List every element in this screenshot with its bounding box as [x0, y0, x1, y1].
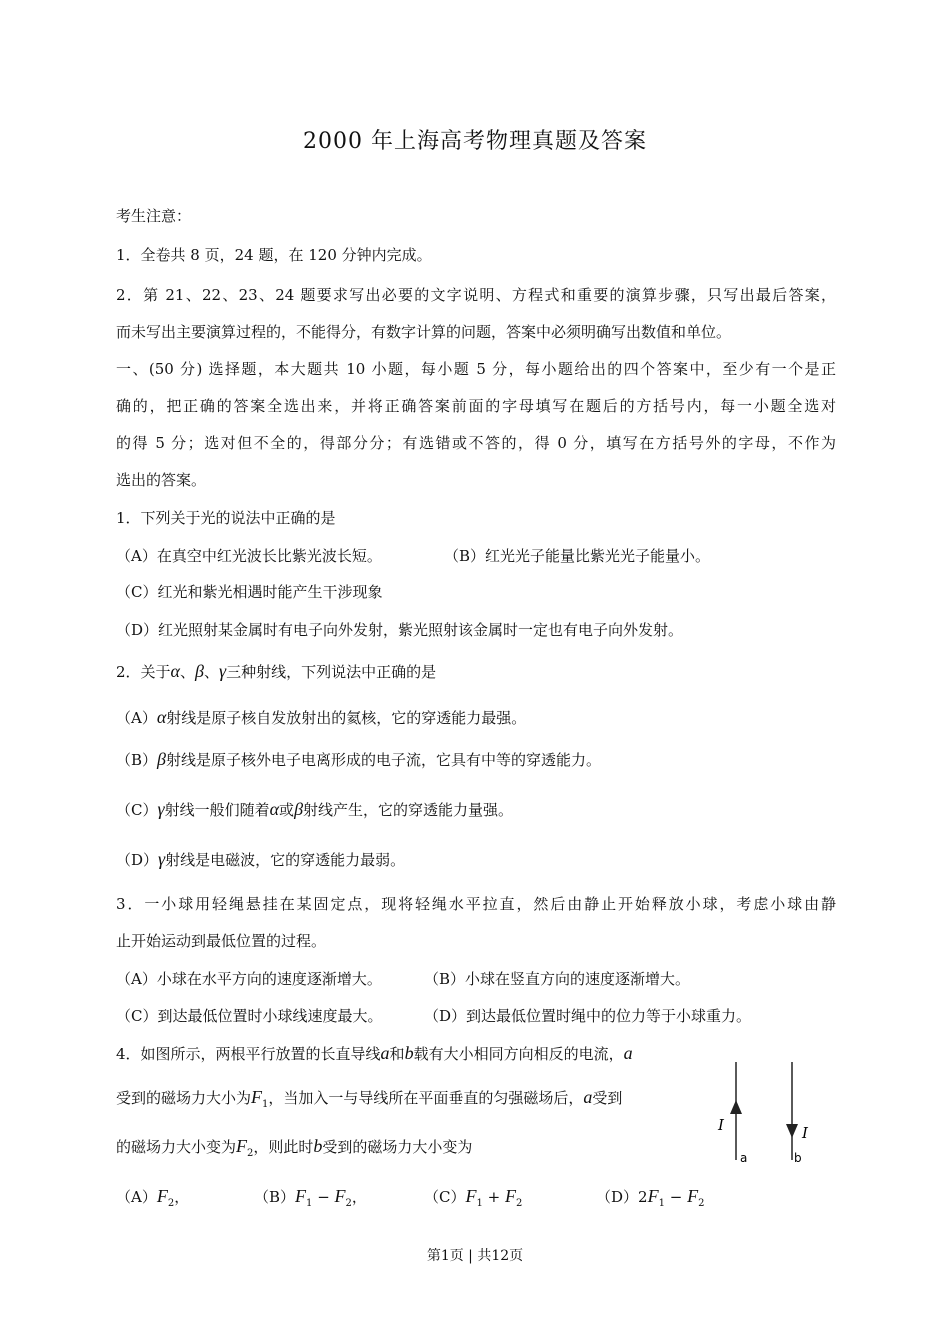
q2-stem: 2．关于α、β、γ三种射线，下列说法中正确的是	[116, 661, 437, 681]
q4-stem-line-3: 的磁场力大小变为$F_2$，则此时b受到的磁场力大小变为	[116, 1136, 473, 1159]
wire-a-label: a	[740, 1151, 748, 1165]
q1-stem: 1．下列关于光的说法中正确的是	[116, 509, 336, 527]
q4-option-d: $(D)2F_1 - F_2$	[596, 1186, 705, 1209]
wire-b-current-label: I	[802, 1124, 808, 1142]
q2-option-c: （C）γ射线一般们随着α或β射线产生，它的穿透能力量强。	[116, 799, 514, 819]
q3-stem-line-1: 3．一小球用轻绳悬挂在某固定点，现将轻绳水平拉直，然后由静止开始释放小球，考虑小球由静	[116, 895, 836, 913]
q4-option-c: $(C)F_1 + F_2$	[424, 1186, 523, 1209]
wire-a-up-arrow-icon	[730, 1100, 742, 1114]
q1-option-b: （B）红光光子能量比紫光光子能量小。	[444, 547, 711, 565]
q4-option-a: $(A)F_2$，	[116, 1186, 190, 1209]
q1-option-a: （A）在真空中红光波长比紫光波长短。	[116, 547, 382, 565]
q4-stem-line-2: 受到的磁场力大小为$F_1$，当加入一与导线所在平面垂直的匀强磁场后，a受到	[116, 1087, 623, 1110]
q1-option-d: （D）红光照射某金属时有电子向外发射，紫光照射该金属时一定也有电子向外发射。	[116, 621, 684, 639]
section-1-line-4: 选出的答案。	[116, 471, 207, 489]
q4-option-b: $(B)F_1 - F_2$，	[254, 1186, 367, 1209]
wire-b-down-arrow-icon	[786, 1124, 798, 1138]
q3-stem-line-2: 止开始运动到最低位置的过程。	[116, 932, 327, 950]
notice-item-2-line-1: 2．第 21、22、23、24 题要求写出必要的文字说明、方程式和重要的演算步骤，只写出最后答案，	[116, 286, 836, 304]
q3-option-b: （B）小球在竖直方向的速度逐渐增大。	[424, 970, 691, 988]
parallel-wires-figure	[712, 1058, 822, 1170]
notice-heading: 考生注意：	[116, 207, 192, 225]
q2-option-d: （D）γ射线是电磁波，它的穿透能力最弱。	[116, 849, 406, 869]
notice-item-1: 1．全卷共 8 页，24 题，在 120 分钟内完成。	[116, 246, 432, 264]
q3-option-d: （D）到达最低位置时绳中的位力等于小球重力。	[424, 1007, 752, 1025]
q1-option-c: （C）红光和紫光相遇时能产生干涉现象	[116, 583, 383, 601]
section-1-line-3: 的得 5 分；选对但不全的，得部分分；有选错或不答的，得 0 分，填写在方括号外的字母，不作为	[116, 434, 836, 452]
q2-option-b: （B）β射线是原子核外电子电离形成的电子流，它具有中等的穿透能力。	[116, 749, 602, 769]
section-1-line-1: 一、(50 分) 选择题，本大题共 10 小题，每小题 5 分，每小题给出的四个答案中，至少有一个是正	[116, 360, 836, 378]
wire-b-label: b	[794, 1151, 802, 1165]
page-title: 2000 年上海高考物理真题及答案	[303, 129, 647, 154]
q2-option-a: （A）α射线是原子核自发放射出的氦核，它的穿透能力最强。	[116, 707, 527, 727]
q4-stem-line-1: 4．如图所示，两根平行放置的长直导线a和b载有大小相同方向相反的电流，a	[116, 1043, 633, 1063]
q3-option-a: （A）小球在水平方向的速度逐渐增大。	[116, 970, 382, 988]
wire-a-current-label: I	[718, 1116, 724, 1134]
q3-option-c: （C）到达最低位置时小球线速度最大。	[116, 1007, 383, 1025]
section-1-line-2: 确的，把正确的答案全选出来，并将正确答案前面的字母填写在题后的方括号内，每一小题全选对	[116, 397, 836, 415]
notice-item-2-line-2: 而未写出主要演算过程的，不能得分，有数字计算的问题，答案中必须明确写出数值和单位。	[116, 323, 732, 341]
page-footer: 第1页 | 共12页	[426, 1248, 524, 1264]
